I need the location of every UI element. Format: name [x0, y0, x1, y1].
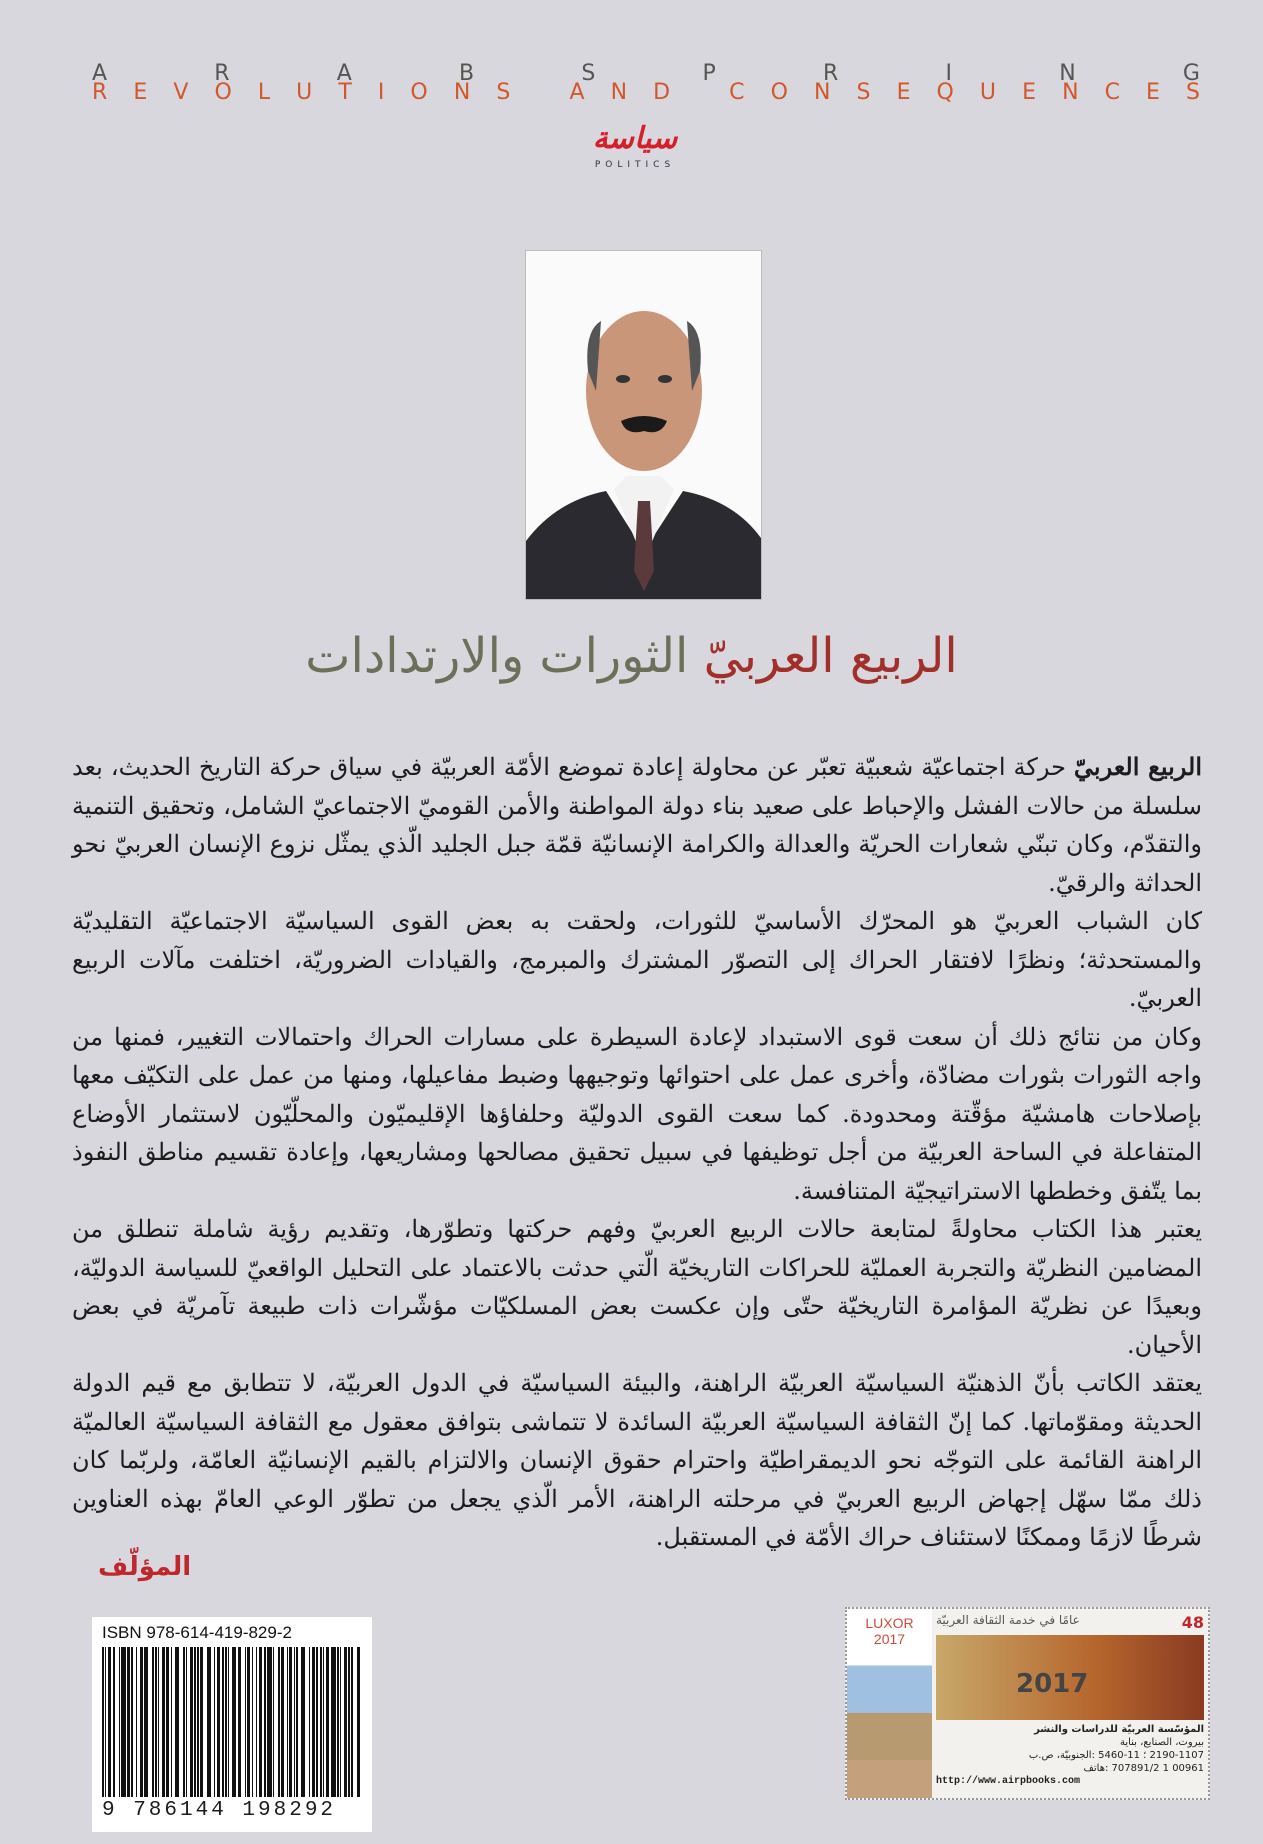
stamp-main — [932, 1609, 1208, 1798]
paragraph-2: كان الشباب العربيّ هو المحرّك الأساسيّ للثورات، ولحقت به بعض القوى السياسيّة الاجتماعيّة التقليديّة والمستحدثة؛ ونظرًا لافتقار الحراك إلى التصوّر المشترك والمبرمج، والقيادات الضروريّة، اختلفت مآلات الربيع العربيّ. — [72, 907, 1202, 1012]
barcode-bar — [197, 1647, 199, 1797]
paragraph-3: وكان من نتائج ذلك أن سعت قوى الاستبداد لإعادة السيطرة على مسارات الحراك واحتمالات التغيير، فمنها من واجه الثورات بثورات مضادّة، وأخرى عمل على احتوائها وتوجيهها وضبط مفاعيلها، ومنها من عمل على التكيّف معها بإصلاحات هامشيّة مؤقّتة ومحدودة. كما سعت القوى الدوليّة وحلفاؤها الإقليميّون والمحلّيّون لاستثمار الأوضاع المتفاعلة في الساحة العربيّة من أجل توظيفها في سبيل تحقيق مصالحها ومشاريعها، وإعادة تقسيم مناطق النفوذ بما يتّفق وخططها الاستراتيجيّة المتنافسة. — [72, 1022, 1202, 1205]
publisher-stamp — [845, 1607, 1210, 1800]
paragraph-1-text: حركة اجتماعيّة شعبيّة تعبّر عن محاولة إعادة تموضع الأمّة العربيّة في سياق حركة التاريخ الحديث، بعد سلسلة من حالات الفشل والإحباط على صعيد بناء دولة المواطنة والأمن القوميّ الاجتماعيّ الشامل، وتحقيق التنمية والتقدّم، وكان تبنّي شعارات الحريّة والعدالة والكرامة الإنسانيّة قمّة جبل الجليد الّذي يمثّل نزوع الإنسان العربيّ نحو الحداثة والرقيّ. — [72, 753, 1202, 897]
series-letter: C — [1104, 80, 1120, 105]
isbn-barcode — [92, 1617, 372, 1832]
barcode-bar — [194, 1647, 196, 1797]
barcode-bar — [207, 1647, 212, 1797]
barcode-bar — [200, 1647, 203, 1797]
barcode-bar — [264, 1647, 266, 1797]
series-letter: L — [257, 80, 271, 105]
barcode-bar — [337, 1647, 339, 1797]
isbn-digits: 9 786144 198292 — [102, 1799, 337, 1822]
barcode-bar — [131, 1647, 133, 1797]
stamp-address: بيروت، الصنايع، بناية — [1119, 1737, 1204, 1748]
paragraph-5: يعتقد الكاتب بأنّ الذهنيّة السياسيّة العربيّة الراهنة، والبيئة السياسيّة في الدول العربيّة، لا تتطابق مع قيم الدولة الحديثة ومقوّماتها. كما إنّ الثقافة السياسيّة العربيّة السائدة لا تتماشى بتوافق معقول مع الثقافة السياسيّة العالميّة الراهنة القائمة على التوجّه نحو الديمقراطيّة واحترام حقوق الإنسان والالتزام بالقيم الإنسانيّة العامّة، ولربّما كان ذلك ممّا سهّل إجهاض الربيع العربيّ في مرحلته الراهنة، الأمر الّذي يجعل من تطوّر الوعي العامّ بهذه العناوين شرطًا لازمًا وممكنًا لاستئناف حراك الأمّة في المستقبل. — [72, 1369, 1202, 1551]
stamp-luxor-panel — [847, 1609, 932, 1798]
series-row-revolutions — [92, 80, 1200, 105]
series-letter: N — [1059, 61, 1076, 86]
stamp-slogan: عامًا في خدمة الثقافة العربيّة — [936, 1613, 1080, 1627]
series-letter: N — [1062, 80, 1079, 105]
publisher-series-logo — [560, 121, 710, 170]
series-letter: R — [92, 80, 108, 105]
barcode-bar — [119, 1647, 121, 1797]
series-letter: E — [133, 80, 148, 105]
series-letter: T — [338, 80, 352, 105]
blurb — [72, 748, 1202, 1557]
series-letter: S — [1186, 80, 1200, 105]
barcode-bar — [158, 1647, 160, 1797]
barcode-bar — [267, 1647, 272, 1797]
title-part-2: الثورات والارتدادات — [305, 628, 689, 684]
barcode-bar — [183, 1647, 185, 1797]
barcode-bar — [348, 1647, 350, 1797]
barcode-bar — [296, 1647, 298, 1797]
series-letter: E — [1146, 80, 1160, 105]
barcode-bar — [312, 1647, 315, 1797]
series-letter: P — [702, 61, 716, 86]
series-letter: U — [296, 80, 313, 105]
barcode-bar — [278, 1647, 280, 1797]
barcode-bar — [351, 1647, 353, 1797]
stamp-count: 48 — [1181, 1613, 1204, 1632]
barcode-bar — [217, 1647, 220, 1797]
title-part-1: الربيع العربيّ — [703, 628, 958, 684]
series-letter: D — [653, 80, 671, 105]
barcode-bar — [190, 1647, 193, 1797]
book-title — [0, 628, 1263, 684]
author-photo — [525, 250, 762, 600]
barcode-bar — [340, 1647, 342, 1797]
logo-subtitle: POLITICS — [594, 160, 676, 170]
barcode-bar — [252, 1647, 254, 1797]
barcode-bar — [301, 1647, 306, 1797]
series-letter: Q — [936, 80, 954, 105]
barcode-bar — [232, 1647, 237, 1797]
barcode-bar — [323, 1647, 325, 1797]
barcode-bar — [108, 1647, 111, 1797]
barcode-bar — [136, 1647, 138, 1797]
barcode-bar — [294, 1647, 296, 1797]
isbn-label: ISBN 978-614-419-829-2 — [102, 1623, 292, 1642]
barcode-bar — [289, 1647, 292, 1797]
stamp-year: 2017 — [873, 1631, 906, 1647]
series-letter: O — [770, 80, 788, 105]
barcode-bar — [144, 1647, 149, 1797]
author-signature: المؤلّف — [98, 1552, 192, 1582]
barcode-bar — [225, 1647, 227, 1797]
series-letter: I — [945, 61, 952, 86]
barcode-bar — [155, 1647, 157, 1797]
stamp-big-year: 2017 — [1016, 1669, 1089, 1699]
series-letter: S — [856, 80, 871, 105]
barcode-bar — [214, 1647, 216, 1797]
barcode-bar — [162, 1647, 165, 1797]
barcode-bar — [273, 1647, 275, 1797]
series-letter: B — [459, 61, 475, 86]
stamp-city: LUXOR — [865, 1615, 914, 1631]
series-letter: R — [822, 61, 839, 86]
barcode-bar — [127, 1647, 130, 1797]
barcode-bar — [316, 1647, 318, 1797]
barcode-bar — [320, 1647, 322, 1797]
barcode-bars — [102, 1647, 362, 1797]
series-letter: E — [896, 80, 911, 105]
series-letter: N — [814, 80, 831, 105]
series-letter: N — [453, 80, 471, 105]
barcode-bar — [105, 1647, 107, 1797]
barcode-bar — [245, 1647, 247, 1797]
lead-words: الربيع العربيّ — [1073, 752, 1202, 781]
series-letter: E — [1022, 80, 1036, 105]
series-letter: I — [377, 80, 385, 105]
barcode-bar — [102, 1647, 104, 1797]
series-letter: O — [214, 80, 232, 105]
series-letter — [696, 83, 703, 102]
barcode-bar — [309, 1647, 311, 1797]
barcode-bar — [140, 1647, 143, 1797]
barcode-bar — [222, 1647, 224, 1797]
barcode-bar — [186, 1647, 188, 1797]
series-letter: G — [1182, 61, 1200, 86]
paragraph-4: يعتبر هذا الكتاب محاولةً لمتابعة حالات الربيع العربيّ وفهم حركتها وتطوّرها، وتقديم رؤية شاملة تنطلق من المضامين النظريّة والتجربة العمليّة للحراكات التاريخيّة الّتي حدثت بالاعتماد على التحليل الواقعيّ للسياسة الدوليّة، وبعيدًا عن نظريّة المؤامرة التاريخيّة حتّى وإن عكست بعض المسلكيّات مؤشّرات ذات طبيعة تآمريّة في بعض الأحيان. — [72, 1215, 1202, 1359]
barcode-bar — [113, 1647, 115, 1797]
barcode-bar — [326, 1647, 329, 1797]
series-letter: V — [173, 80, 189, 105]
series-letter: O — [410, 80, 428, 105]
series-letter: A — [92, 61, 108, 86]
barcode-bar — [166, 1647, 169, 1797]
barcode-bar — [247, 1647, 250, 1797]
barcode-bar — [344, 1647, 347, 1797]
barcode-bar — [281, 1647, 284, 1797]
barcode-bar — [228, 1647, 230, 1797]
barcode-bar — [287, 1647, 289, 1797]
barcode-bar — [152, 1647, 154, 1797]
series-letter: R — [214, 61, 230, 86]
stamp-publisher: المؤسّسة العربيّة للدراسات والنشر — [1034, 1724, 1204, 1735]
stamp-url: http://www.airpbooks.com — [936, 1776, 1081, 1787]
barcode-bar — [175, 1647, 180, 1797]
series-title — [92, 61, 1200, 105]
logo-word: سياسة — [592, 121, 678, 156]
barcode-bar — [357, 1647, 360, 1797]
series-letter: A — [569, 80, 585, 105]
series-letter: S — [581, 61, 596, 86]
stamp-image — [936, 1635, 1204, 1720]
barcode-bar — [171, 1647, 173, 1797]
series-letter: C — [729, 80, 745, 105]
barcode-bar — [238, 1647, 241, 1797]
stamp-pobox: 2190-1107 ؛ 11-5460 :الجنوبيّة، ص.ب — [1028, 1750, 1204, 1761]
paragraph-1 — [72, 748, 1202, 902]
series-letter: S — [496, 80, 511, 105]
barcode-bar — [259, 1647, 262, 1797]
barcode-bar — [256, 1647, 258, 1797]
barcode-bar — [331, 1647, 336, 1797]
series-letter: N — [610, 80, 628, 105]
series-letter — [536, 83, 543, 102]
barcode-bar — [121, 1647, 126, 1797]
series-letter: U — [979, 80, 997, 105]
series-letter: A — [336, 61, 352, 86]
stamp-phone: 00961 1 707891/2 :هاتف — [1083, 1763, 1204, 1774]
